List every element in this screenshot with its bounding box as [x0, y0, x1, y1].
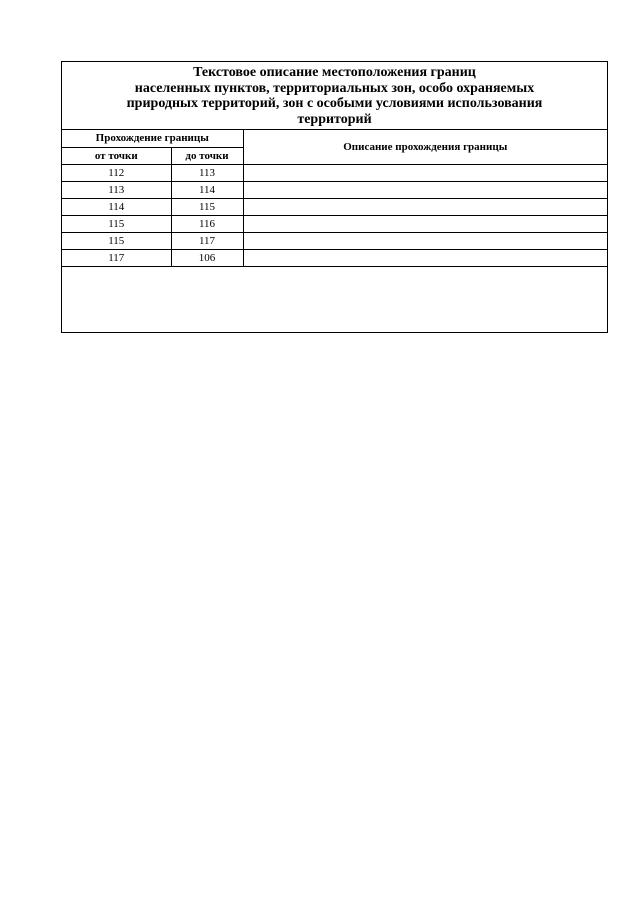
table-row — [62, 165, 607, 182]
table-row — [62, 250, 607, 267]
cell-to-point: 115 — [171, 199, 243, 216]
cell-from-point: 113 — [62, 182, 171, 199]
title-line-2: населенных пунктов, территориальных зон, особо охраняемых — [134, 80, 535, 96]
title-line-3: природных территорий, зон с особыми условиями использования — [126, 96, 543, 111]
cell-from-point: 115 — [62, 216, 171, 233]
group-header-boundary: Прохождение границы — [62, 129, 243, 148]
cell-description — [243, 199, 607, 216]
cell-to-point: 116 — [171, 216, 243, 233]
table-header-row — [62, 129, 607, 148]
cell-from-point: 117 — [62, 250, 171, 267]
document-title — [62, 62, 607, 130]
empty-notes-area — [62, 271, 607, 332]
header-description: Описание прохождения границы — [243, 129, 607, 165]
table-row — [62, 216, 607, 233]
cell-from-point: 112 — [62, 165, 171, 182]
title-line-4: территорий — [297, 111, 372, 127]
cell-description — [243, 233, 607, 250]
cell-from-point: 114 — [62, 199, 171, 216]
cell-description — [243, 216, 607, 233]
cell-to-point: 113 — [171, 165, 243, 182]
boundary-description-sheet — [61, 61, 608, 333]
header-to-point: до точки — [171, 148, 243, 165]
cell-description — [243, 165, 607, 182]
title-line-1: Текстовое описание местоположения границ — [193, 65, 476, 80]
table-row — [62, 182, 607, 199]
cell-to-point: 106 — [171, 250, 243, 267]
boundary-table — [62, 129, 607, 267]
cell-to-point: 114 — [171, 182, 243, 199]
header-from-point: от точки — [62, 148, 171, 165]
table-row — [62, 233, 607, 250]
cell-description — [243, 182, 607, 199]
cell-from-point: 115 — [62, 233, 171, 250]
table-row — [62, 199, 607, 216]
cell-description — [243, 250, 607, 267]
cell-to-point: 117 — [171, 233, 243, 250]
